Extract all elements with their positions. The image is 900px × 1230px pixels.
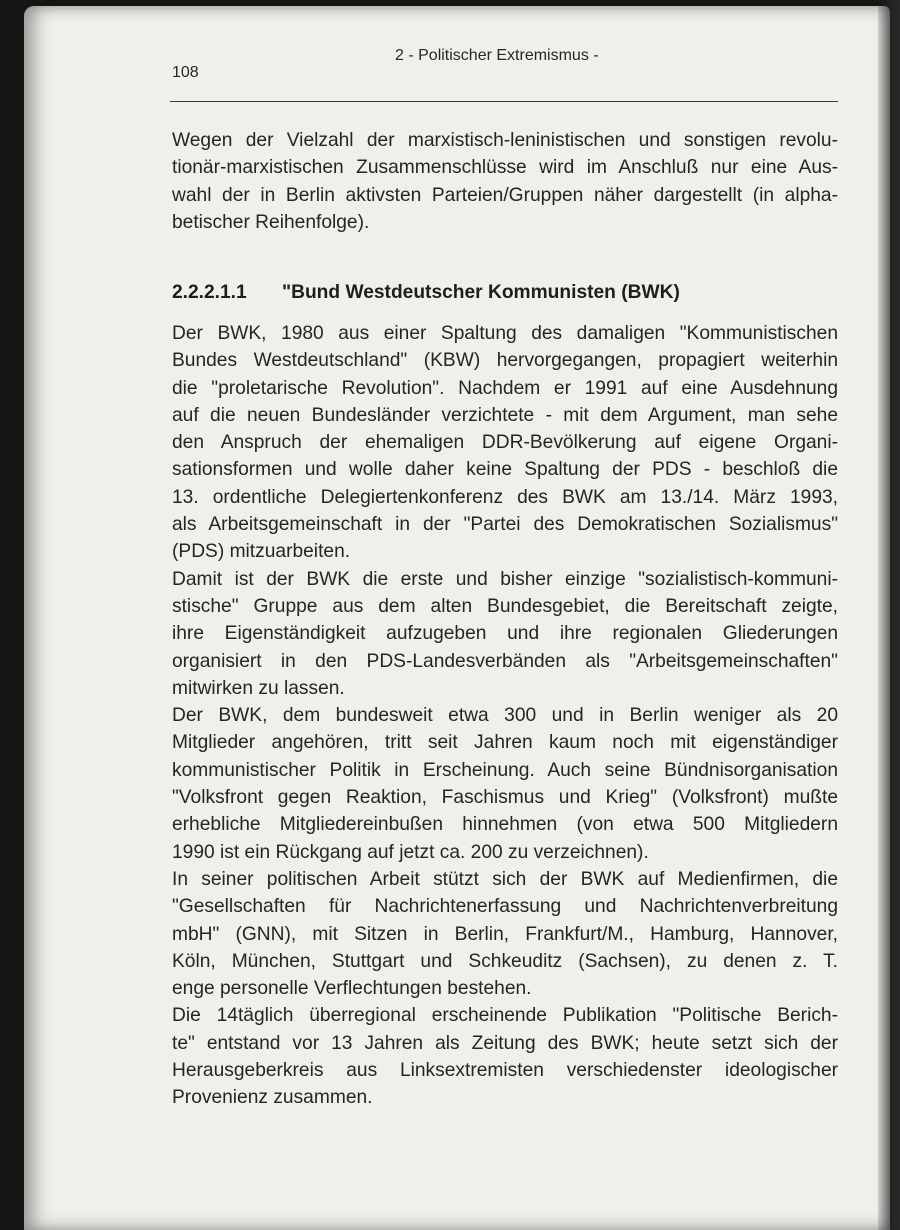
text-line: sationsformen und wolle daher keine Spaltung der PDS - beschloß die — [172, 459, 838, 481]
text-line: tionär-marxistischen Zusammenschlüsse wird im Anschluß nur eine Aus- — [172, 157, 838, 179]
text-line: wahl der in Berlin aktivsten Parteien/Gruppen näher dargestellt (in alpha- — [172, 184, 838, 206]
text-line: Der BWK, 1980 aus einer Spaltung des damaligen "Kommunistischen — [172, 323, 838, 344]
text-line: die "proletarische Revolution". Nachdem er 1991 auf eine Ausdehnung — [172, 377, 838, 399]
paragraph — [172, 866, 838, 1002]
text-line: stische" Gruppe aus dem alten Bundesgebiet, die Bereitschaft zeigte, — [172, 595, 838, 617]
text-line: Mitglieder angehören, tritt seit Jahren kaum noch mit eigenständiger — [172, 732, 838, 754]
text-line: als Arbeitsgemeinschaft in der "Partei des Demokratischen Sozialismus" — [172, 514, 838, 536]
text-line: mbH" (GNN), mit Sitzen in Berlin, Frankfurt/M., Hamburg, Hannover, — [172, 923, 838, 945]
running-head: 2 - Politischer Extremismus - — [395, 47, 599, 64]
text-line: "Gesellschaften für Nachrichtenerfassung und Nachrichtenverbreitung — [172, 896, 838, 918]
text-line: enge personelle Verflechtungen bestehen. — [172, 978, 532, 1000]
text-line: Der BWK, dem bundesweit etwa 300 und in Berlin weniger als 20 — [172, 705, 838, 727]
text-line: Wegen der Vielzahl der marxistisch-leninistischen und sonstigen revolu- — [172, 130, 838, 151]
text-line: Herausgeberkreis aus Linksextremisten verschiedenster ideologischer — [172, 1060, 838, 1082]
text-line: erhebliche Mitgliedereinbußen hinnehmen (von etwa 500 Mitgliedern — [172, 814, 838, 836]
paragraph — [172, 702, 838, 866]
body-paragraphs — [172, 320, 838, 1112]
text-line: betischer Reihenfolge). — [172, 211, 370, 233]
paragraph — [172, 1002, 838, 1111]
intro-paragraph — [172, 127, 838, 236]
text-line: 13. ordentliche Delegiertenkonferenz des BWK am 13./14. März 1993, — [172, 486, 838, 508]
text-line: te" entstand vor 13 Jahren als Zeitung des BWK; heute setzt sich der — [172, 1032, 838, 1054]
page-edge-shadow — [878, 0, 900, 1230]
text-line: 1990 ist ein Rückgang auf jetzt ca. 200 zu verzeichnen). — [172, 841, 649, 863]
section-heading — [172, 282, 680, 304]
text-line: Die 14täglich überregional erscheinende Publikation "Politische Berich- — [172, 1005, 838, 1027]
text-line: den Anspruch der ehemaligen DDR-Bevölkerung auf eigene Organi- — [172, 432, 838, 454]
header-rule — [170, 101, 838, 102]
text-line: Bundes Westdeutschland" (KBW) hervorgegangen, propagiert weiterhin — [172, 350, 838, 372]
text-line: ihre Eigenständigkeit aufzugeben und ihre regionalen Gliederungen — [172, 623, 838, 645]
text-line: Provenienz zusammen. — [172, 1087, 373, 1109]
text-line: "Volksfront gegen Reaktion, Faschismus und Krieg" (Volksfront) mußte — [172, 787, 838, 809]
text-line: (PDS) mitzuarbeiten. — [172, 541, 351, 563]
paragraph — [172, 320, 838, 566]
text-line: auf die neuen Bundesländer verzichtete - mit dem Argument, man sehe — [172, 404, 838, 426]
text-line: mitwirken zu lassen. — [172, 677, 345, 699]
section-title: "Bund Westdeutscher Kommunisten (BWK) — [282, 282, 680, 303]
text-line: Damit ist der BWK die erste und bisher einzige "sozialistisch-kommuni- — [172, 568, 838, 590]
text-line: In seiner politischen Arbeit stützt sich der BWK auf Medienfirmen, die — [172, 868, 838, 890]
section-number: 2.2.2.1.1 — [172, 282, 247, 303]
page-number: 108 — [172, 64, 199, 81]
paragraph — [172, 566, 838, 702]
text-line: organisiert in den PDS-Landesverbänden als "Arbeitsgemeinschaften" — [172, 650, 838, 672]
text-line: Köln, München, Stuttgart und Schkeuditz (Sachsen), zu denen z. T. — [172, 950, 838, 972]
text-line: kommunistischer Politik in Erscheinung. Auch seine Bündnisorganisation — [172, 759, 838, 781]
